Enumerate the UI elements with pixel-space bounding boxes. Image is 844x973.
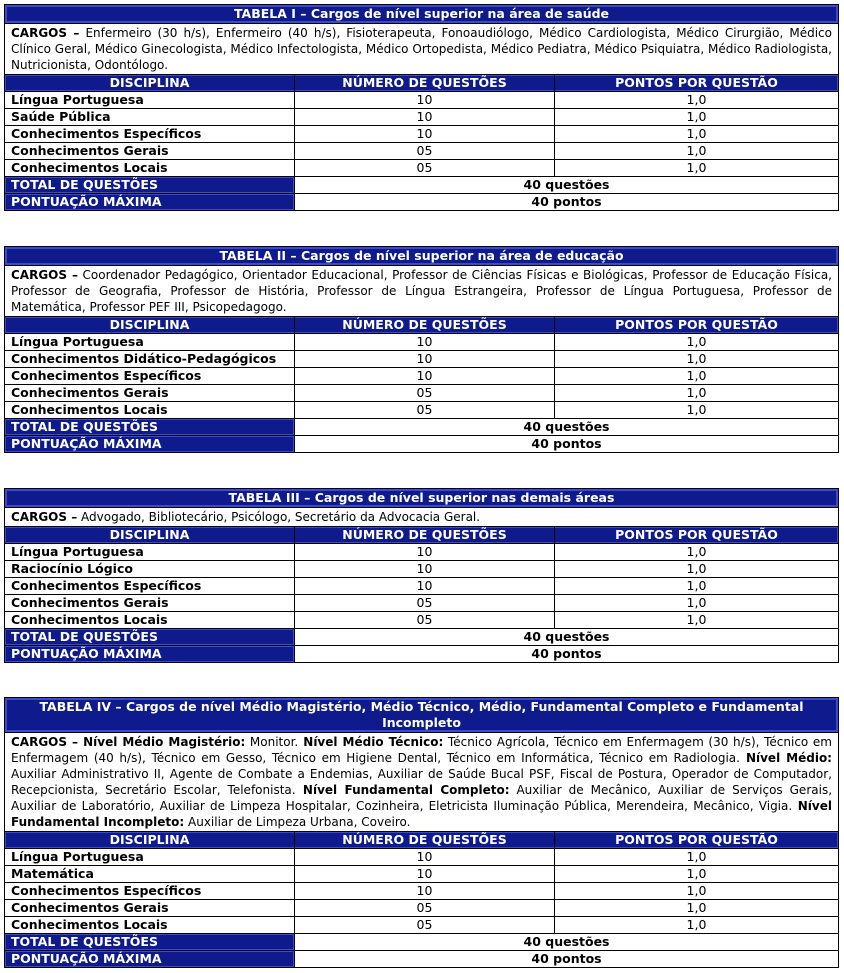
table-row: [5, 368, 838, 385]
level-label: Nível Médio Magistério:: [78, 735, 246, 749]
numero-cell: 10: [295, 544, 555, 560]
disciplina-cell: Conhecimentos Específicos: [5, 368, 295, 384]
header-disciplina: DISCIPLINA: [5, 527, 295, 543]
numero-cell: 05: [295, 143, 555, 159]
table-row: [5, 883, 838, 900]
table-row: [5, 402, 838, 419]
pontos-cell: 1,0: [686, 402, 707, 417]
header-pontos: PONTOS POR QUESTÃO: [615, 317, 778, 332]
disciplina-cell: Conhecimentos Locais: [5, 917, 295, 933]
header-pontos: PONTOS POR QUESTÃO: [615, 75, 778, 90]
numero-cell: 10: [295, 351, 555, 367]
table-row: [5, 866, 838, 883]
pontos-cell: 1,0: [686, 160, 707, 175]
numero-cell: 10: [295, 866, 555, 882]
header-row: [5, 75, 838, 92]
header-disciplina: DISCIPLINA: [5, 75, 295, 91]
table-row: [5, 160, 838, 177]
total-value: 40 questões: [523, 629, 610, 644]
pontos-cell: 1,0: [686, 109, 707, 124]
cargos-label: CARGOS –: [11, 510, 78, 524]
cargos-description: [5, 508, 838, 527]
disciplina-cell: Conhecimentos Específicos: [5, 126, 295, 142]
level-label: Nível Médio Técnico:: [298, 735, 444, 749]
table-title: TABELA III – Cargos de nível superior nas demais áreas: [5, 489, 838, 508]
cargos-description: [5, 733, 838, 832]
table-1: [4, 4, 839, 211]
max-value: 40 pontos: [531, 194, 602, 209]
table-3: [4, 488, 839, 663]
table-row: [5, 900, 838, 917]
table-row: [5, 385, 838, 402]
disciplina-cell: Conhecimentos Locais: [5, 612, 295, 628]
table-title: TABELA I – Cargos de nível superior na área de saúde: [5, 5, 838, 24]
header-numero: NÚMERO DE QUESTÕES: [295, 527, 555, 543]
level-text: Auxiliar de Limpeza Urbana, Coveiro.: [184, 815, 411, 829]
max-value: 40 pontos: [531, 951, 602, 966]
cargos-text: Enfermeiro (30 h/s), Enfermeiro (40 h/s), Fisioterapeuta, Fonoaudiólogo, Médico Cardiologista, Médico Cirurgião, Médico Clínico Geral, Médico Ginecologista, Médico Infectologista, Médico Ortopedista, Médico Pediatra, Médico Psiquiatra, Médico Radiologista, Nutricionista, Odontólogo.: [11, 26, 832, 72]
numero-cell: 10: [295, 368, 555, 384]
table-4: [4, 697, 839, 968]
header-pontos: PONTOS POR QUESTÃO: [615, 527, 778, 542]
disciplina-cell: Conhecimentos Gerais: [5, 900, 295, 916]
header-disciplina: DISCIPLINA: [5, 317, 295, 333]
cargos-label: CARGOS –: [11, 735, 79, 749]
pontos-cell: 1,0: [686, 92, 707, 107]
level-label: Nível Fundamental Incompleto:: [11, 799, 832, 829]
header-disciplina: DISCIPLINA: [5, 832, 295, 848]
max-label: PONTUAÇÃO MÁXIMA: [5, 951, 295, 967]
total-label: TOTAL DE QUESTÕES: [5, 419, 295, 435]
total-row: [5, 934, 838, 951]
disciplina-cell: Língua Portuguesa: [5, 92, 295, 108]
numero-cell: 10: [295, 126, 555, 142]
pontos-cell: 1,0: [686, 126, 707, 141]
max-label: PONTUAÇÃO MÁXIMA: [5, 646, 295, 662]
header-numero: NÚMERO DE QUESTÕES: [295, 75, 555, 91]
numero-cell: 05: [295, 160, 555, 176]
pontos-cell: 1,0: [686, 612, 707, 627]
numero-cell: 10: [295, 109, 555, 125]
table-row: [5, 334, 838, 351]
pontos-cell: 1,0: [686, 900, 707, 915]
max-row: [5, 194, 838, 210]
numero-cell: 10: [295, 561, 555, 577]
level-text: Técnico Agrícola, Técnico em Enfermagem (30 h/s), Técnico em Enfermagem (40 h/s), Técnico em Gesso, Técnico em Higiene Dental, Técnico em Informática, Técnico em Radiologia.: [11, 735, 832, 765]
table-row: [5, 561, 838, 578]
total-label: TOTAL DE QUESTÕES: [5, 629, 295, 645]
disciplina-cell: Conhecimentos Locais: [5, 160, 295, 176]
table-row: [5, 595, 838, 612]
disciplina-cell: Língua Portuguesa: [5, 849, 295, 865]
total-row: [5, 177, 838, 194]
pontos-cell: 1,0: [686, 578, 707, 593]
cargos-label: CARGOS –: [11, 26, 80, 40]
max-value: 40 pontos: [531, 646, 602, 661]
pontos-cell: 1,0: [686, 143, 707, 158]
total-label: TOTAL DE QUESTÕES: [5, 934, 295, 950]
disciplina-cell: Conhecimentos Gerais: [5, 595, 295, 611]
max-value: 40 pontos: [531, 436, 602, 451]
cargos-text: Advogado, Bibliotecário, Psicólogo, Secretário da Advocacia Geral.: [77, 510, 481, 524]
header-numero: NÚMERO DE QUESTÕES: [295, 832, 555, 848]
numero-cell: 05: [295, 917, 555, 933]
cargos-description: [5, 266, 838, 317]
pontos-cell: 1,0: [686, 351, 707, 366]
pontos-cell: 1,0: [686, 368, 707, 383]
total-value: 40 questões: [523, 934, 610, 949]
disciplina-cell: Conhecimentos Didático-Pedagógicos: [5, 351, 295, 367]
header-row: [5, 527, 838, 544]
numero-cell: 05: [295, 595, 555, 611]
cargos-text: Coordenador Pedagógico, Orientador Educacional, Professor de Ciências Físicas e Biológicas, Professor de Educação Física, Professor de Geografia, Professor de História, Professor de Língua Estrangeira, Professor de Língua Portuguesa, Professor de Matemática, Professor PEF III, Psicopedagogo.: [11, 268, 832, 314]
pontos-cell: 1,0: [686, 917, 707, 932]
level-text: Auxiliar Administrativo II, Agente de Combate a Endemias, Auxiliar de Saúde Bucal PSF, Fiscal de Postura, Operador de Computador, Recepcionista, Secretário Escolar, Telefonista.: [11, 767, 832, 797]
cargos-label: CARGOS –: [11, 268, 78, 282]
level-text: Monitor.: [245, 735, 299, 749]
disciplina-cell: Conhecimentos Locais: [5, 402, 295, 418]
total-row: [5, 419, 838, 436]
table-row: [5, 109, 838, 126]
numero-cell: 10: [295, 334, 555, 350]
numero-cell: 05: [295, 900, 555, 916]
disciplina-cell: Conhecimentos Específicos: [5, 883, 295, 899]
header-numero: NÚMERO DE QUESTÕES: [295, 317, 555, 333]
disciplina-cell: Saúde Pública: [5, 109, 295, 125]
pontos-cell: 1,0: [686, 595, 707, 610]
max-row: [5, 951, 838, 967]
numero-cell: 10: [295, 92, 555, 108]
disciplina-cell: Língua Portuguesa: [5, 544, 295, 560]
pontos-cell: 1,0: [686, 334, 707, 349]
disciplina-cell: Língua Portuguesa: [5, 334, 295, 350]
level-label: Nível Fundamental Completo:: [295, 783, 510, 797]
pontos-cell: 1,0: [686, 385, 707, 400]
numero-cell: 05: [295, 385, 555, 401]
table-row: [5, 849, 838, 866]
max-label: PONTUAÇÃO MÁXIMA: [5, 436, 295, 452]
table-row: [5, 92, 838, 109]
disciplina-cell: Conhecimentos Gerais: [5, 143, 295, 159]
numero-cell: 10: [295, 849, 555, 865]
header-row: [5, 832, 838, 849]
numero-cell: 05: [295, 402, 555, 418]
total-label: TOTAL DE QUESTÕES: [5, 177, 295, 193]
numero-cell: 05: [295, 612, 555, 628]
header-pontos: PONTOS POR QUESTÃO: [615, 832, 778, 847]
table-row: [5, 578, 838, 595]
table-title: TABELA IV – Cargos de nível Médio Magistério, Médio Técnico, Médio, Fundamental Completo e Fundamental Incompleto: [5, 698, 838, 733]
disciplina-cell: Raciocínio Lógico: [5, 561, 295, 577]
table-row: [5, 612, 838, 629]
cargos-description: [5, 24, 838, 75]
disciplina-cell: Conhecimentos Específicos: [5, 578, 295, 594]
disciplina-cell: Matemática: [5, 866, 295, 882]
max-row: [5, 646, 838, 662]
total-value: 40 questões: [523, 419, 610, 434]
pontos-cell: 1,0: [686, 544, 707, 559]
table-row: [5, 544, 838, 561]
level-text: Auxiliar de Mecânico, Auxiliar de Serviços Gerais, Auxiliar de Laboratório, Auxiliar de Limpeza Hospitalar, Cozinheira, Eletricista Iluminação Pública, Merendeira, Mecânico, Vigia.: [11, 783, 833, 813]
numero-cell: 10: [295, 883, 555, 899]
pontos-cell: 1,0: [686, 866, 707, 881]
pontos-cell: 1,0: [686, 883, 707, 898]
pontos-cell: 1,0: [686, 849, 707, 864]
table-row: [5, 351, 838, 368]
table-row: [5, 917, 838, 934]
pontos-cell: 1,0: [686, 561, 707, 576]
max-row: [5, 436, 838, 452]
max-label: PONTUAÇÃO MÁXIMA: [5, 194, 295, 210]
table-row: [5, 126, 838, 143]
level-label: Nível Médio:: [739, 751, 832, 765]
total-value: 40 questões: [523, 177, 610, 192]
numero-cell: 10: [295, 578, 555, 594]
table-row: [5, 143, 838, 160]
disciplina-cell: Conhecimentos Gerais: [5, 385, 295, 401]
header-row: [5, 317, 838, 334]
total-row: [5, 629, 838, 646]
table-title: TABELA II – Cargos de nível superior na área de educação: [5, 247, 838, 266]
table-2: [4, 246, 839, 453]
